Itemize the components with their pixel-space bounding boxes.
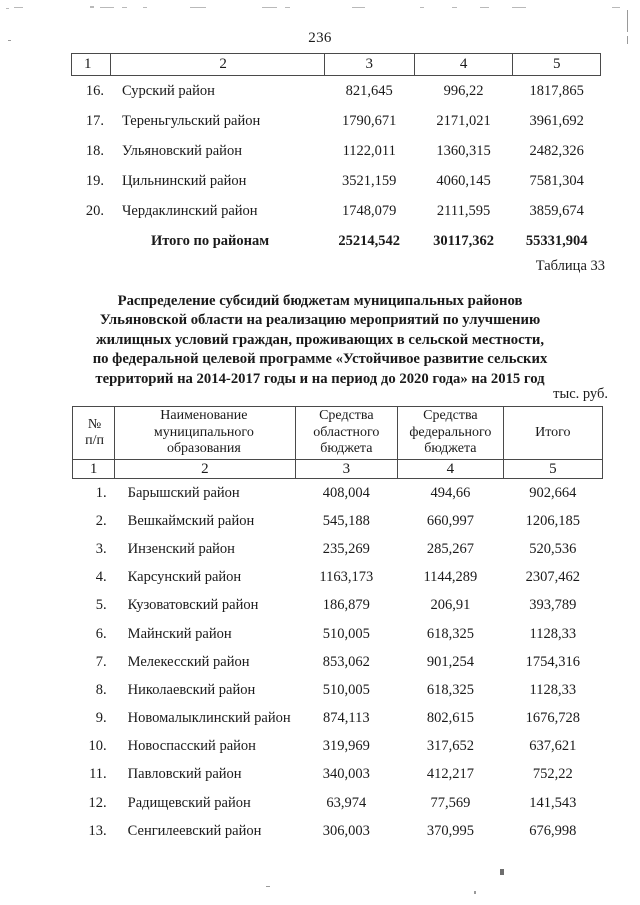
units-label: тыс. руб.	[553, 386, 608, 402]
row-federal: 802,615	[426, 710, 474, 727]
title-line-3: жилищных условий граждан, проживающих в сельской местности,	[95, 331, 545, 348]
table-row	[73, 479, 603, 508]
row-regional: 306,003	[322, 822, 370, 839]
page-number: 236	[308, 30, 332, 46]
scan-artifact	[612, 7, 620, 8]
column-number-3: 3	[295, 460, 398, 479]
scan-artifact	[90, 6, 94, 8]
scan-artifact	[480, 7, 489, 8]
table-row	[73, 535, 603, 563]
scan-artifact	[474, 891, 476, 894]
row-index: 16.	[85, 82, 104, 99]
total-regional: 25214,542	[338, 232, 401, 249]
column-number-row	[72, 54, 601, 76]
row-index: 2.	[95, 512, 107, 529]
column-number-5: 5	[513, 54, 601, 76]
row-total: 3859,674	[529, 202, 584, 219]
column-number-row	[73, 460, 603, 479]
table-row	[73, 676, 603, 704]
table-row	[72, 166, 601, 196]
row-index: 1.	[95, 484, 107, 501]
row-regional: 408,004	[322, 484, 370, 501]
table-total-row	[72, 226, 601, 256]
row-name: Мелекесский район	[127, 653, 250, 670]
scan-artifact	[500, 869, 504, 875]
row-index: 4.	[95, 569, 107, 586]
scan-artifact	[452, 7, 457, 8]
scan-artifact	[100, 7, 114, 8]
row-regional: 510,005	[322, 681, 370, 698]
row-name: Сурский район	[121, 82, 215, 99]
row-name: Карсунский район	[127, 569, 242, 586]
header-name-line-1: Наименование	[160, 408, 248, 424]
row-name: Новомалыклинский район	[127, 710, 291, 727]
column-number-3: 3	[324, 54, 414, 76]
row-name: Тереньгульский район	[121, 112, 261, 129]
title-line-2: Ульяновской области на реализацию мероприятий по улучшению	[99, 312, 541, 329]
title-line-1: Распределение субсидий бюджетам муниципальных районов	[117, 293, 523, 309]
row-federal: 2111,595	[436, 202, 491, 219]
row-total: 2482,326	[529, 142, 584, 159]
column-number-4: 4	[398, 460, 504, 479]
row-name: Новоспасский район	[127, 738, 256, 755]
row-federal: 1360,315	[436, 142, 491, 159]
scan-artifact	[285, 7, 290, 8]
scan-artifact	[143, 7, 147, 8]
header-federal-line-2: федерального	[409, 424, 492, 440]
row-regional: 186,879	[322, 597, 370, 614]
table-row	[72, 136, 601, 166]
total-index	[72, 226, 111, 256]
row-federal: 660,997	[426, 512, 474, 529]
row-index: 8.	[95, 681, 107, 698]
row-name: Сенгилеевский район	[127, 822, 262, 839]
row-federal: 206,91	[430, 597, 471, 614]
header-regional-line-1: Средства	[319, 408, 374, 424]
row-total: 393,789	[529, 597, 577, 614]
row-total: 1754,316	[525, 653, 581, 670]
row-index: 7.	[95, 653, 107, 670]
row-index: 6.	[95, 625, 107, 642]
row-total: 141,543	[529, 794, 577, 811]
row-regional: 821,645	[345, 82, 393, 99]
title-line-4: по федеральной целевой программе «Устойчивое развитие сельских	[92, 351, 548, 368]
row-total: 3961,692	[529, 112, 584, 129]
row-regional: 1748,079	[342, 202, 397, 219]
row-total: 1206,185	[525, 512, 581, 529]
row-federal: 77,569	[430, 794, 471, 811]
row-index: 17.	[85, 112, 104, 129]
row-index: 5.	[95, 597, 107, 614]
row-name: Майнский район	[127, 625, 232, 642]
table-row	[73, 620, 603, 648]
header-federal-line-1: Средства	[423, 408, 478, 424]
scan-artifact	[420, 7, 424, 8]
scan-artifact	[14, 7, 23, 8]
row-name: Цильнинский район	[121, 172, 247, 189]
scan-artifact	[122, 7, 127, 8]
row-total: 520,536	[529, 540, 577, 557]
row-regional: 63,974	[326, 794, 367, 811]
row-federal: 618,325	[426, 681, 474, 698]
header-regional-line-2: областного	[313, 424, 380, 440]
column-number-5: 5	[503, 460, 602, 479]
header-name-line-2: муниципального	[153, 424, 254, 440]
table-row	[73, 564, 603, 592]
scan-artifact	[352, 7, 365, 8]
row-regional: 235,269	[322, 540, 370, 557]
table-row	[72, 196, 601, 226]
column-number-2: 2	[115, 460, 295, 479]
total-total: 55331,904	[525, 232, 588, 249]
row-regional: 1163,173	[319, 569, 374, 586]
header-name-line-3: образования	[166, 441, 241, 457]
scan-artifact	[262, 7, 277, 8]
header-federal	[398, 407, 504, 460]
row-index: 20.	[85, 202, 104, 219]
table-row	[73, 648, 603, 676]
row-index: 18.	[85, 142, 104, 159]
row-federal: 317,652	[426, 738, 474, 755]
row-name: Барышский район	[127, 484, 240, 501]
row-name: Вешкаймский район	[127, 512, 255, 529]
row-federal: 901,254	[426, 653, 474, 670]
table-row	[73, 705, 603, 733]
header-regional	[295, 407, 398, 460]
table-row	[73, 761, 603, 789]
header-name	[115, 407, 295, 460]
row-index: 3.	[95, 540, 107, 557]
row-federal: 370,995	[426, 822, 474, 839]
row-regional: 853,062	[322, 653, 370, 670]
row-name: Ульяновский район	[121, 142, 242, 159]
header-index-line-1: №	[87, 416, 102, 432]
total-label: Итого по районам	[150, 232, 270, 249]
row-name: Николаевский район	[127, 681, 256, 698]
table-header-row	[73, 407, 603, 460]
row-index: 13.	[88, 822, 107, 839]
row-name: Павловский район	[127, 766, 242, 783]
row-regional: 3521,159	[342, 172, 397, 189]
row-total: 1128,33	[529, 681, 577, 698]
row-index: 9.	[95, 710, 107, 727]
table-row	[73, 817, 603, 845]
scan-artifact	[190, 7, 206, 8]
row-federal: 618,325	[426, 625, 474, 642]
title-line-5: территорий на 2014-2017 годы и на период до 2020 года» на 2015 год	[95, 370, 545, 387]
page-title	[70, 292, 570, 389]
row-name: Радищевский район	[127, 794, 251, 811]
row-federal: 2171,021	[436, 112, 491, 129]
row-regional: 545,188	[322, 512, 370, 529]
row-total: 1676,728	[525, 710, 581, 727]
row-total: 7581,304	[529, 172, 584, 189]
header-total	[503, 407, 602, 460]
header-total-line-1: Итого	[535, 424, 571, 440]
row-regional: 1790,671	[342, 112, 397, 129]
table-row	[73, 733, 603, 761]
column-number-1: 1	[73, 460, 115, 479]
row-index: 10.	[88, 738, 107, 755]
row-total: 752,22	[532, 766, 573, 783]
row-federal: 1144,289	[423, 569, 478, 586]
row-total: 676,998	[529, 822, 577, 839]
row-federal: 494,66	[430, 484, 471, 501]
table-row	[72, 106, 601, 136]
row-regional: 1122,011	[342, 142, 396, 159]
row-total: 902,664	[529, 484, 577, 501]
table-caption: Таблица 33	[535, 258, 605, 274]
row-index: 11.	[89, 766, 107, 783]
header-index-line-2: п/п	[85, 433, 105, 448]
scan-artifact	[627, 10, 628, 32]
total-federal: 30117,362	[433, 232, 494, 249]
scan-artifact	[6, 8, 9, 9]
row-index: 12.	[88, 794, 107, 811]
row-federal: 4060,145	[436, 172, 491, 189]
row-index: 19.	[85, 172, 104, 189]
row-regional: 874,113	[323, 710, 370, 727]
table-row	[73, 592, 603, 620]
scan-artifact	[512, 7, 526, 8]
row-name: Инзенский район	[127, 540, 235, 557]
header-federal-line-3: бюджета	[424, 441, 477, 457]
row-regional: 510,005	[322, 625, 370, 642]
scan-artifact	[266, 886, 270, 887]
row-total: 637,621	[529, 738, 577, 755]
row-federal: 412,217	[426, 766, 474, 783]
column-number-1: 1	[72, 54, 111, 76]
row-regional: 340,003	[322, 766, 370, 783]
row-name: Чердаклинский район	[121, 202, 258, 219]
row-name: Кузоватовский район	[127, 597, 259, 614]
table-row	[73, 507, 603, 535]
table-row	[72, 76, 601, 107]
header-regional-line-3: бюджета	[320, 441, 373, 457]
row-total: 2307,462	[525, 569, 581, 586]
table-row	[73, 789, 603, 817]
header-index	[73, 407, 115, 460]
row-federal: 285,267	[426, 540, 474, 557]
continuation-table	[71, 53, 601, 256]
subsidy-distribution-table	[72, 406, 603, 845]
row-total: 1817,865	[529, 82, 584, 99]
row-total: 1128,33	[529, 625, 577, 642]
row-federal: 996,22	[443, 82, 484, 99]
column-number-4: 4	[414, 54, 513, 76]
row-regional: 319,969	[322, 738, 370, 755]
column-number-2: 2	[111, 54, 324, 76]
